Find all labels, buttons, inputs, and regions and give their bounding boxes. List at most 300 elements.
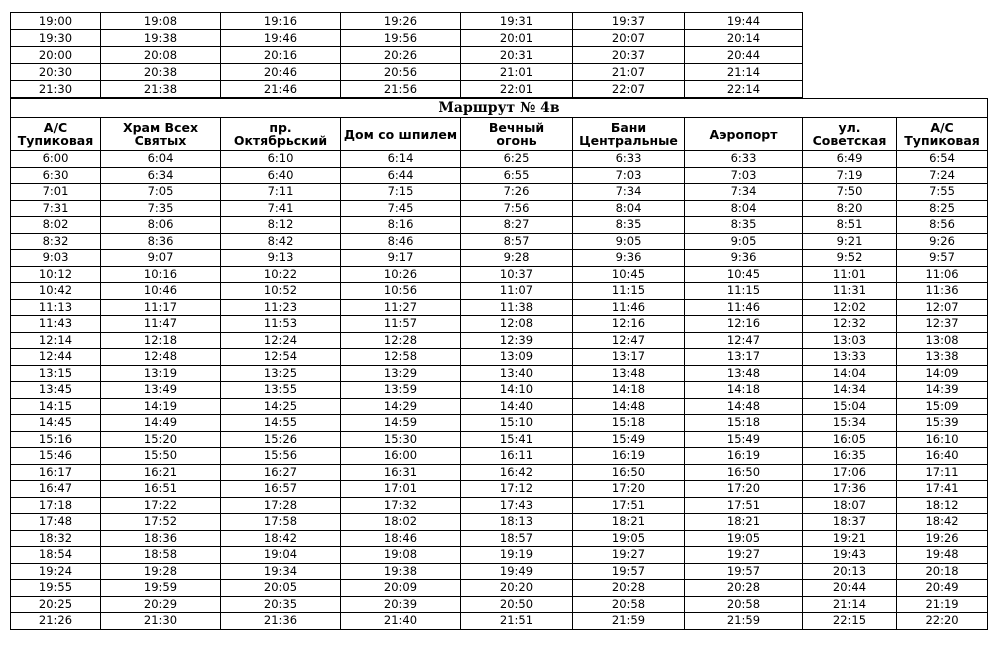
stop-name-line: Аэропорт bbox=[709, 126, 778, 142]
time-cell: 20:00 bbox=[11, 47, 101, 64]
time-cell: 21:30 bbox=[101, 613, 221, 630]
time-cell: 6:55 bbox=[461, 167, 573, 184]
time-cell: 20:31 bbox=[461, 47, 573, 64]
time-cell: 13:08 bbox=[897, 332, 988, 349]
time-cell: 12:14 bbox=[11, 332, 101, 349]
table-row bbox=[11, 398, 988, 415]
table-row bbox=[11, 613, 988, 630]
time-cell: 18:42 bbox=[221, 530, 341, 547]
stop-header-cell bbox=[685, 118, 803, 151]
time-cell: 7:34 bbox=[573, 184, 685, 201]
time-cell: 7:41 bbox=[221, 200, 341, 217]
time-cell: 11:23 bbox=[221, 299, 341, 316]
time-cell: 18:36 bbox=[101, 530, 221, 547]
time-cell: 6:00 bbox=[11, 151, 101, 168]
time-cell: 20:18 bbox=[897, 563, 988, 580]
time-cell: 19:44 bbox=[685, 13, 803, 30]
stop-name-line: ул. bbox=[838, 120, 861, 135]
time-cell: 18:21 bbox=[685, 514, 803, 531]
time-cell: 6:33 bbox=[685, 151, 803, 168]
previous-route-schedule-table bbox=[10, 12, 803, 98]
time-cell: 11:15 bbox=[573, 283, 685, 300]
time-cell: 11:27 bbox=[341, 299, 461, 316]
time-cell: 10:12 bbox=[11, 266, 101, 283]
time-cell: 12:47 bbox=[685, 332, 803, 349]
time-cell: 17:28 bbox=[221, 497, 341, 514]
route-4v-schedule-table bbox=[10, 98, 988, 630]
table-row bbox=[11, 151, 988, 168]
time-cell: 7:11 bbox=[221, 184, 341, 201]
time-cell: 19:55 bbox=[11, 580, 101, 597]
table-row bbox=[11, 30, 803, 47]
table-row bbox=[11, 547, 988, 564]
table-row bbox=[11, 316, 988, 333]
table-row bbox=[11, 596, 988, 613]
time-cell: 14:49 bbox=[101, 415, 221, 432]
time-cell: 19:38 bbox=[341, 563, 461, 580]
time-cell: 17:51 bbox=[685, 497, 803, 514]
time-cell: 6:14 bbox=[341, 151, 461, 168]
time-cell: 12:48 bbox=[101, 349, 221, 366]
time-cell: 15:41 bbox=[461, 431, 573, 448]
stop-name-line: Святых bbox=[134, 133, 187, 148]
time-cell: 20:38 bbox=[101, 64, 221, 81]
stop-name-line: А/С bbox=[930, 120, 954, 135]
time-cell: 13:48 bbox=[685, 365, 803, 382]
stop-name-line: Тупиковая bbox=[17, 133, 94, 148]
time-cell: 17:01 bbox=[341, 481, 461, 498]
time-cell: 9:36 bbox=[573, 250, 685, 267]
time-cell: 19:34 bbox=[221, 563, 341, 580]
time-cell: 20:37 bbox=[573, 47, 685, 64]
table-row bbox=[11, 514, 988, 531]
table-row bbox=[11, 332, 988, 349]
time-cell: 13:45 bbox=[11, 382, 101, 399]
time-cell: 18:21 bbox=[573, 514, 685, 531]
time-cell: 20:25 bbox=[11, 596, 101, 613]
table-row bbox=[11, 464, 988, 481]
time-cell: 12:02 bbox=[803, 299, 897, 316]
time-cell: 19:57 bbox=[685, 563, 803, 580]
time-cell: 21:40 bbox=[341, 613, 461, 630]
time-cell: 22:07 bbox=[573, 81, 685, 98]
time-cell: 18:46 bbox=[341, 530, 461, 547]
table-row bbox=[11, 563, 988, 580]
time-cell: 14:25 bbox=[221, 398, 341, 415]
time-cell: 7:45 bbox=[341, 200, 461, 217]
time-cell: 12:16 bbox=[573, 316, 685, 333]
time-cell: 7:35 bbox=[101, 200, 221, 217]
time-cell: 11:01 bbox=[803, 266, 897, 283]
time-cell: 20:26 bbox=[341, 47, 461, 64]
time-cell: 16:21 bbox=[101, 464, 221, 481]
time-cell: 16:42 bbox=[461, 464, 573, 481]
time-cell: 11:17 bbox=[101, 299, 221, 316]
time-cell: 21:30 bbox=[11, 81, 101, 98]
table-row bbox=[11, 217, 988, 234]
time-cell: 21:36 bbox=[221, 613, 341, 630]
time-cell: 17:18 bbox=[11, 497, 101, 514]
time-cell: 14:09 bbox=[897, 365, 988, 382]
time-cell: 9:26 bbox=[897, 233, 988, 250]
time-cell: 17:43 bbox=[461, 497, 573, 514]
time-cell: 14:48 bbox=[573, 398, 685, 415]
stop-name-line: Центральные bbox=[579, 133, 678, 148]
time-cell: 20:13 bbox=[803, 563, 897, 580]
time-cell: 15:20 bbox=[101, 431, 221, 448]
time-cell: 17:20 bbox=[573, 481, 685, 498]
time-cell: 19:24 bbox=[11, 563, 101, 580]
time-cell: 21:07 bbox=[573, 64, 685, 81]
time-cell: 16:00 bbox=[341, 448, 461, 465]
time-cell: 7:19 bbox=[803, 167, 897, 184]
time-cell: 20:01 bbox=[461, 30, 573, 47]
time-cell: 9:05 bbox=[573, 233, 685, 250]
time-cell: 19:37 bbox=[573, 13, 685, 30]
time-cell: 9:36 bbox=[685, 250, 803, 267]
time-cell: 10:45 bbox=[685, 266, 803, 283]
table-row bbox=[11, 299, 988, 316]
time-cell: 6:33 bbox=[573, 151, 685, 168]
time-cell: 7:56 bbox=[461, 200, 573, 217]
stop-header-cell bbox=[461, 118, 573, 151]
time-cell: 13:38 bbox=[897, 349, 988, 366]
time-cell: 20:30 bbox=[11, 64, 101, 81]
time-cell: 10:22 bbox=[221, 266, 341, 283]
stop-name-line: Бани bbox=[610, 120, 647, 135]
time-cell: 8:42 bbox=[221, 233, 341, 250]
time-cell: 8:35 bbox=[573, 217, 685, 234]
stops-header-row bbox=[11, 118, 988, 151]
time-cell: 16:47 bbox=[11, 481, 101, 498]
time-cell: 21:59 bbox=[573, 613, 685, 630]
time-cell: 16:35 bbox=[803, 448, 897, 465]
time-cell: 17:41 bbox=[897, 481, 988, 498]
time-cell: 17:48 bbox=[11, 514, 101, 531]
stop-header-cell bbox=[101, 118, 221, 151]
time-cell: 7:05 bbox=[101, 184, 221, 201]
time-cell: 18:54 bbox=[11, 547, 101, 564]
time-cell: 8:06 bbox=[101, 217, 221, 234]
time-cell: 21:38 bbox=[101, 81, 221, 98]
time-cell: 6:44 bbox=[341, 167, 461, 184]
time-cell: 21:19 bbox=[897, 596, 988, 613]
time-cell: 16:31 bbox=[341, 464, 461, 481]
time-cell: 14:18 bbox=[573, 382, 685, 399]
time-cell: 8:20 bbox=[803, 200, 897, 217]
route-title: Маршрут № 4в bbox=[11, 99, 988, 118]
time-cell: 20:46 bbox=[221, 64, 341, 81]
time-cell: 20:20 bbox=[461, 580, 573, 597]
time-cell: 14:29 bbox=[341, 398, 461, 415]
time-cell: 20:44 bbox=[803, 580, 897, 597]
time-cell: 14:04 bbox=[803, 365, 897, 382]
table-row bbox=[11, 233, 988, 250]
time-cell: 17:36 bbox=[803, 481, 897, 498]
time-cell: 8:04 bbox=[685, 200, 803, 217]
time-cell: 9:57 bbox=[897, 250, 988, 267]
time-cell: 14:59 bbox=[341, 415, 461, 432]
time-cell: 20:28 bbox=[573, 580, 685, 597]
time-cell: 13:15 bbox=[11, 365, 101, 382]
time-cell: 17:20 bbox=[685, 481, 803, 498]
table-row bbox=[11, 167, 988, 184]
time-cell: 11:53 bbox=[221, 316, 341, 333]
table-row bbox=[11, 64, 803, 81]
time-cell: 15:09 bbox=[897, 398, 988, 415]
time-cell: 6:25 bbox=[461, 151, 573, 168]
time-cell: 7:15 bbox=[341, 184, 461, 201]
time-cell: 6:40 bbox=[221, 167, 341, 184]
time-cell: 20:35 bbox=[221, 596, 341, 613]
time-cell: 19:38 bbox=[101, 30, 221, 47]
time-cell: 13:59 bbox=[341, 382, 461, 399]
time-cell: 7:24 bbox=[897, 167, 988, 184]
time-cell: 15:04 bbox=[803, 398, 897, 415]
time-cell: 6:30 bbox=[11, 167, 101, 184]
table-row bbox=[11, 580, 988, 597]
time-cell: 20:28 bbox=[685, 580, 803, 597]
time-cell: 17:11 bbox=[897, 464, 988, 481]
time-cell: 17:58 bbox=[221, 514, 341, 531]
time-cell: 14:45 bbox=[11, 415, 101, 432]
time-cell: 13:29 bbox=[341, 365, 461, 382]
stop-header-cell bbox=[897, 118, 988, 151]
time-cell: 21:01 bbox=[461, 64, 573, 81]
time-cell: 20:49 bbox=[897, 580, 988, 597]
time-cell: 18:37 bbox=[803, 514, 897, 531]
time-cell: 16:19 bbox=[573, 448, 685, 465]
time-cell: 15:50 bbox=[101, 448, 221, 465]
time-cell: 7:31 bbox=[11, 200, 101, 217]
table-row bbox=[11, 415, 988, 432]
stop-name-line: Вечный bbox=[488, 120, 545, 135]
time-cell: 13:33 bbox=[803, 349, 897, 366]
stop-header-cell bbox=[803, 118, 897, 151]
time-cell: 16:51 bbox=[101, 481, 221, 498]
time-cell: 12:07 bbox=[897, 299, 988, 316]
time-cell: 17:52 bbox=[101, 514, 221, 531]
time-cell: 22:20 bbox=[897, 613, 988, 630]
time-cell: 20:50 bbox=[461, 596, 573, 613]
time-cell: 17:12 bbox=[461, 481, 573, 498]
time-cell: 15:49 bbox=[685, 431, 803, 448]
time-cell: 20:09 bbox=[341, 580, 461, 597]
table-row bbox=[11, 266, 988, 283]
time-cell: 13:17 bbox=[573, 349, 685, 366]
time-cell: 17:06 bbox=[803, 464, 897, 481]
time-cell: 8:56 bbox=[897, 217, 988, 234]
table-row bbox=[11, 13, 803, 30]
table-row bbox=[11, 497, 988, 514]
stop-name-line: пр. bbox=[269, 120, 292, 135]
time-cell: 12:24 bbox=[221, 332, 341, 349]
time-cell: 9:28 bbox=[461, 250, 573, 267]
time-cell: 8:25 bbox=[897, 200, 988, 217]
time-cell: 7:26 bbox=[461, 184, 573, 201]
table-row bbox=[11, 349, 988, 366]
time-cell: 18:42 bbox=[897, 514, 988, 531]
time-cell: 20:58 bbox=[573, 596, 685, 613]
time-cell: 19:59 bbox=[101, 580, 221, 597]
time-cell: 15:49 bbox=[573, 431, 685, 448]
time-cell: 15:10 bbox=[461, 415, 573, 432]
time-cell: 20:07 bbox=[573, 30, 685, 47]
table-row bbox=[11, 448, 988, 465]
time-cell: 15:56 bbox=[221, 448, 341, 465]
time-cell: 13:55 bbox=[221, 382, 341, 399]
time-cell: 19:27 bbox=[685, 547, 803, 564]
time-cell: 6:49 bbox=[803, 151, 897, 168]
time-cell: 14:34 bbox=[803, 382, 897, 399]
time-cell: 21:51 bbox=[461, 613, 573, 630]
time-cell: 7:03 bbox=[573, 167, 685, 184]
time-cell: 16:05 bbox=[803, 431, 897, 448]
time-cell: 12:28 bbox=[341, 332, 461, 349]
time-cell: 8:51 bbox=[803, 217, 897, 234]
time-cell: 19:19 bbox=[461, 547, 573, 564]
time-cell: 15:46 bbox=[11, 448, 101, 465]
table-row bbox=[11, 365, 988, 382]
time-cell: 17:22 bbox=[101, 497, 221, 514]
time-cell: 11:46 bbox=[573, 299, 685, 316]
time-cell: 13:09 bbox=[461, 349, 573, 366]
time-cell: 14:48 bbox=[685, 398, 803, 415]
time-cell: 11:36 bbox=[897, 283, 988, 300]
time-cell: 20:08 bbox=[101, 47, 221, 64]
table-row bbox=[11, 283, 988, 300]
time-cell: 15:30 bbox=[341, 431, 461, 448]
time-cell: 22:15 bbox=[803, 613, 897, 630]
time-cell: 19:43 bbox=[803, 547, 897, 564]
time-cell: 15:18 bbox=[573, 415, 685, 432]
time-cell: 12:16 bbox=[685, 316, 803, 333]
stop-header-cell bbox=[11, 118, 101, 151]
time-cell: 13:40 bbox=[461, 365, 573, 382]
time-cell: 16:50 bbox=[685, 464, 803, 481]
time-cell: 14:19 bbox=[101, 398, 221, 415]
time-cell: 9:21 bbox=[803, 233, 897, 250]
time-cell: 16:57 bbox=[221, 481, 341, 498]
time-cell: 21:14 bbox=[685, 64, 803, 81]
time-cell: 12:39 bbox=[461, 332, 573, 349]
time-cell: 19:00 bbox=[11, 13, 101, 30]
time-cell: 19:26 bbox=[341, 13, 461, 30]
time-cell: 19:46 bbox=[221, 30, 341, 47]
stop-name-line: А/С bbox=[43, 120, 68, 135]
time-cell: 12:58 bbox=[341, 349, 461, 366]
time-cell: 12:18 bbox=[101, 332, 221, 349]
table-row bbox=[11, 200, 988, 217]
time-cell: 10:45 bbox=[573, 266, 685, 283]
time-cell: 19:05 bbox=[573, 530, 685, 547]
time-cell: 10:56 bbox=[341, 283, 461, 300]
time-cell: 14:40 bbox=[461, 398, 573, 415]
time-cell: 20:14 bbox=[685, 30, 803, 47]
stop-name-line: Советская bbox=[812, 133, 887, 148]
table-row bbox=[11, 81, 803, 98]
time-cell: 12:08 bbox=[461, 316, 573, 333]
time-cell: 16:27 bbox=[221, 464, 341, 481]
time-cell: 9:17 bbox=[341, 250, 461, 267]
time-cell: 19:31 bbox=[461, 13, 573, 30]
time-cell: 21:26 bbox=[11, 613, 101, 630]
time-cell: 6:04 bbox=[101, 151, 221, 168]
time-cell: 10:52 bbox=[221, 283, 341, 300]
time-cell: 14:10 bbox=[461, 382, 573, 399]
time-cell: 19:57 bbox=[573, 563, 685, 580]
time-cell: 13:03 bbox=[803, 332, 897, 349]
time-cell: 16:17 bbox=[11, 464, 101, 481]
time-cell: 16:50 bbox=[573, 464, 685, 481]
table-row bbox=[11, 184, 988, 201]
time-cell: 18:13 bbox=[461, 514, 573, 531]
time-cell: 18:58 bbox=[101, 547, 221, 564]
time-cell: 7:50 bbox=[803, 184, 897, 201]
stop-header-cell bbox=[341, 118, 461, 151]
time-cell: 20:16 bbox=[221, 47, 341, 64]
time-cell: 13:48 bbox=[573, 365, 685, 382]
time-cell: 11:43 bbox=[11, 316, 101, 333]
time-cell: 20:05 bbox=[221, 580, 341, 597]
time-cell: 20:56 bbox=[341, 64, 461, 81]
time-cell: 12:47 bbox=[573, 332, 685, 349]
time-cell: 18:07 bbox=[803, 497, 897, 514]
time-cell: 19:26 bbox=[897, 530, 988, 547]
time-cell: 10:16 bbox=[101, 266, 221, 283]
time-cell: 19:28 bbox=[101, 563, 221, 580]
time-cell: 11:38 bbox=[461, 299, 573, 316]
time-cell: 16:40 bbox=[897, 448, 988, 465]
time-cell: 19:48 bbox=[897, 547, 988, 564]
stop-name-line: Храм Всех bbox=[122, 120, 199, 135]
time-cell: 6:34 bbox=[101, 167, 221, 184]
time-cell: 6:10 bbox=[221, 151, 341, 168]
time-cell: 22:14 bbox=[685, 81, 803, 98]
time-cell: 7:55 bbox=[897, 184, 988, 201]
time-cell: 10:37 bbox=[461, 266, 573, 283]
time-cell: 19:04 bbox=[221, 547, 341, 564]
stop-name-line: Октябрьский bbox=[233, 133, 328, 148]
time-cell: 19:56 bbox=[341, 30, 461, 47]
time-cell: 8:02 bbox=[11, 217, 101, 234]
time-cell: 9:07 bbox=[101, 250, 221, 267]
time-cell: 9:13 bbox=[221, 250, 341, 267]
time-cell: 7:01 bbox=[11, 184, 101, 201]
time-cell: 11:47 bbox=[101, 316, 221, 333]
time-cell: 17:51 bbox=[573, 497, 685, 514]
time-cell: 21:59 bbox=[685, 613, 803, 630]
time-cell: 12:32 bbox=[803, 316, 897, 333]
time-cell: 9:52 bbox=[803, 250, 897, 267]
stop-header-cell bbox=[573, 118, 685, 151]
time-cell: 8:36 bbox=[101, 233, 221, 250]
time-cell: 19:08 bbox=[101, 13, 221, 30]
time-cell: 19:08 bbox=[341, 547, 461, 564]
time-cell: 12:44 bbox=[11, 349, 101, 366]
time-cell: 11:13 bbox=[11, 299, 101, 316]
time-cell: 9:03 bbox=[11, 250, 101, 267]
table-row bbox=[11, 47, 803, 64]
time-cell: 18:12 bbox=[897, 497, 988, 514]
time-cell: 16:11 bbox=[461, 448, 573, 465]
time-cell: 8:16 bbox=[341, 217, 461, 234]
time-cell: 21:46 bbox=[221, 81, 341, 98]
table-row bbox=[11, 382, 988, 399]
time-cell: 15:16 bbox=[11, 431, 101, 448]
time-cell: 22:01 bbox=[461, 81, 573, 98]
time-cell: 21:14 bbox=[803, 596, 897, 613]
